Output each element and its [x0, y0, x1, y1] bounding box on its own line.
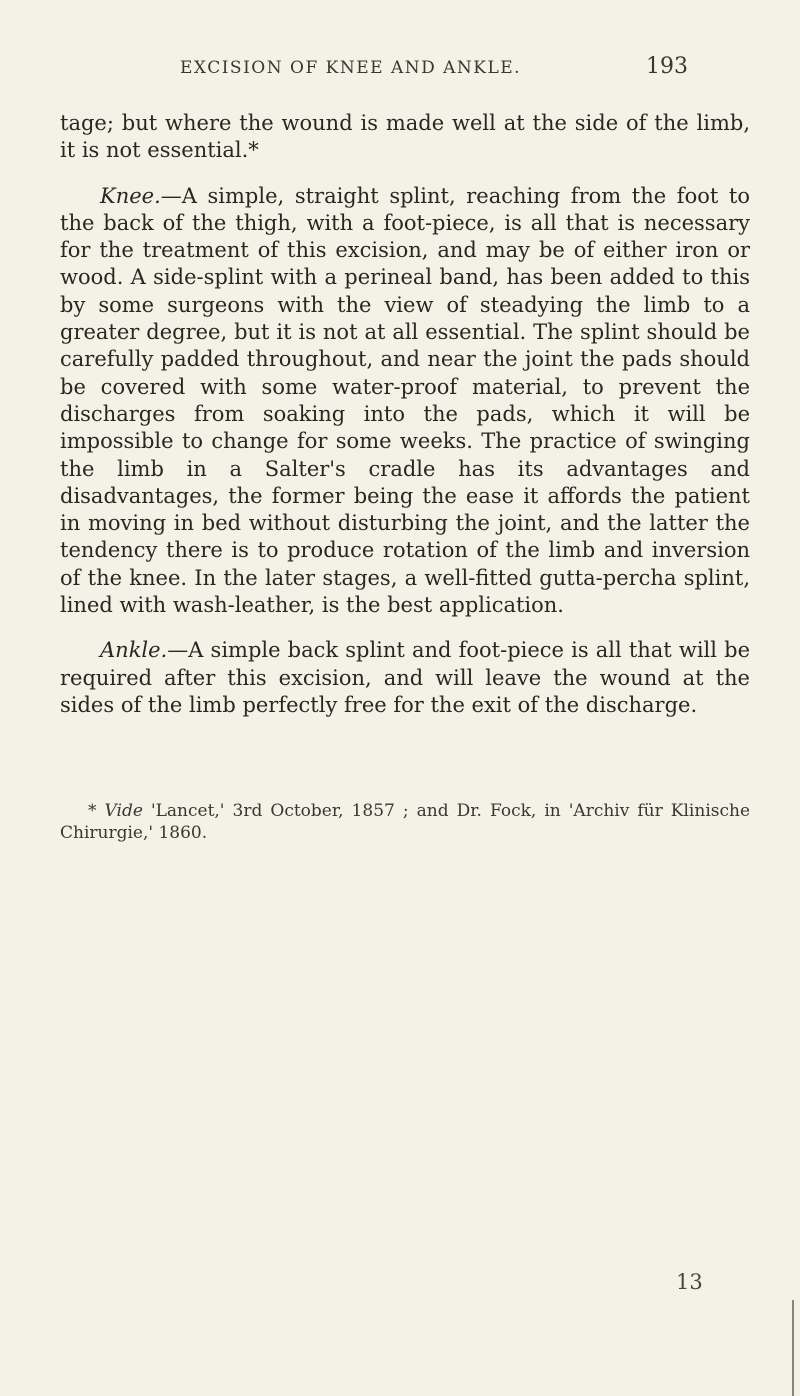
page-edge-line [792, 1300, 794, 1396]
body-text [60, 110, 750, 719]
ankle-text: —A simple back splint and foot-piece is all that will be required after this excision, and will leave the wound at the sides of the limb perfectly free for the exit of the discharge. [60, 638, 750, 717]
footnote-text: 'Lancet,' 3rd October, 1857 ; and Dr. Fock, in 'Archiv für Klinische Chirurgie,' 1860. [60, 801, 751, 843]
running-title: EXCISION OF KNEE AND ANKLE. [180, 58, 522, 78]
continuation-paragraph: tage; but where the wound is made well at the side of the limb, it is not essential.* [60, 111, 750, 163]
knee-heading: Knee. [100, 183, 161, 208]
ankle-heading: Ankle. [100, 638, 168, 663]
footnote [60, 800, 750, 844]
knee-paragraph [60, 183, 750, 620]
footnote-vide: Vide [104, 801, 143, 821]
ankle-paragraph [60, 637, 750, 719]
footnote-marker: * [88, 801, 105, 821]
knee-text: —A simple, straight splint, reaching from the foot to the back of the thigh, with a foot-piece, is all that is necessary for the treatment of this excision, and may be of either iron or wood. A side-splint with a perineal band, has been added to this by some surgeons with the view of steadying the limb to a greater degree, but it is not at all essential. The splint should be carefully padded throughout, and near the joint the pads should be covered with some water-proof material, to prevent the discharges from soaking into the pads, which it will be impossible to change for some weeks. The practice of swinging the limb in a Salter's cradle has its advantages and disadvantages, the former being the ease it affords the patient in moving in bed without disturbing the joint, and the latter the tendency there is to produce rotation of the limb and inversion of the knee. In the later stages, a well-fitted gutta-percha splint, lined with wash-leather, is the best application. [60, 183, 750, 618]
signature-mark: 13 [676, 1270, 703, 1294]
page-number: 193 [646, 54, 688, 79]
